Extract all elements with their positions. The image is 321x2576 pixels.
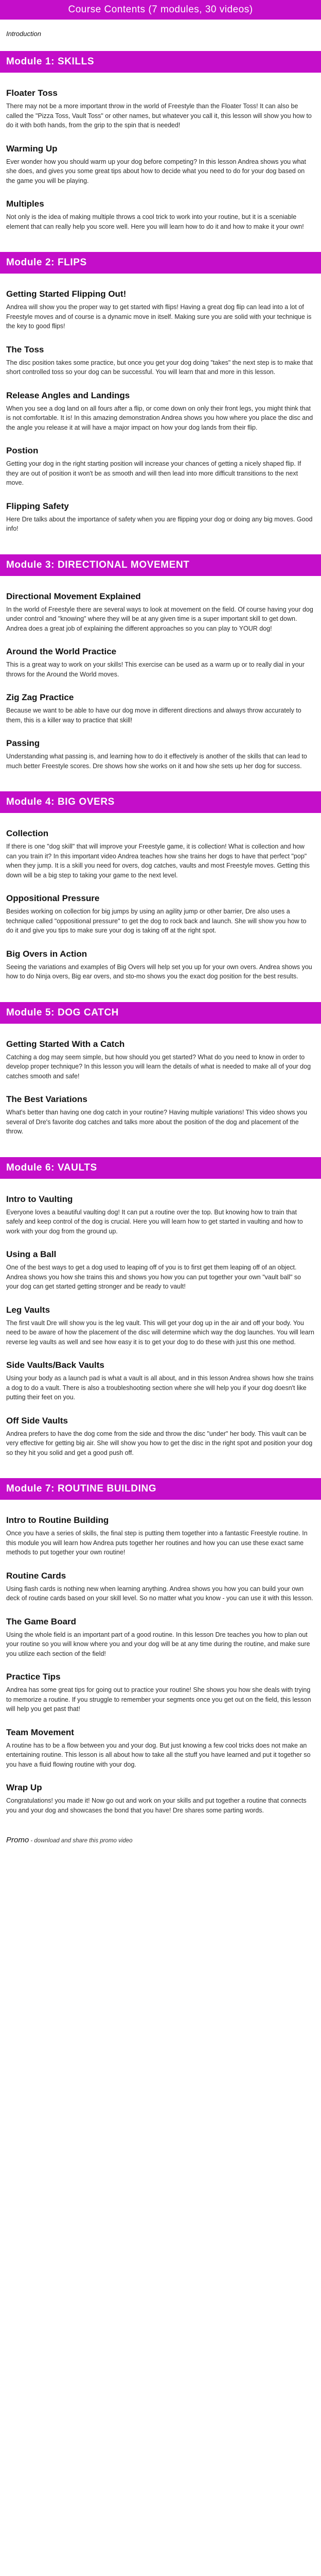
lesson-description: Andrea will show you the proper way to get started with flips! Having a great dog flip can lead into a lot of Freestyle moves and of course is a dynamic move in itself. Making sure you are solid with your technique is the key to good flips!: [6, 303, 312, 330]
module-title: Module 5: DOG CATCH: [0, 1002, 321, 1024]
lesson-title: The Toss: [6, 344, 44, 354]
lesson-description: Using the whole field is an important part of a good routine. In this lesson Dre teaches you how to plan out your routine so you will know where you and your dog will be at any time during the routine, and make sure you utilize each section of the field!: [6, 1631, 310, 1657]
lesson-item: [0, 692, 321, 725]
lesson-title: Postion: [6, 446, 39, 455]
lesson-item: [0, 1571, 321, 1603]
lesson-title: Big Overs in Action: [6, 948, 87, 959]
lesson-description: Andrea has some great tips for going out to practice your routine! She shows you how she deals with trying to memorize a routine. If you struggle to remember your segments once you get out on the field, this lesson will help you get past that!: [6, 1686, 311, 1713]
lesson-title: Side Vaults/Back Vaults: [6, 1360, 104, 1370]
lesson-description: Seeing the variations and examples of Big Overs will help set you up for your own overs. Andrea shows you how to do Ninja overs, Big ear overs, and sto-mo shows you the exact dog position for the best results.: [6, 963, 312, 980]
lesson-title: Collection: [6, 828, 49, 838]
lesson-title: Wrap Up: [6, 1783, 42, 1792]
lesson-title: Team Movement: [6, 1727, 74, 1737]
lesson-title: The Best Variations: [6, 1094, 87, 1104]
module-section: [0, 1157, 321, 1458]
lesson-title: Around the World Practice: [6, 647, 117, 656]
lesson-description: This is a great way to work on your skills! This exercise can be used as a warm up or to really dial in your throws for the Around the World moves.: [6, 661, 305, 678]
modules-list: [0, 51, 321, 1815]
lesson-title: Directional Movement Explained: [6, 591, 141, 601]
lesson-title: The Game Board: [6, 1616, 77, 1626]
lesson-item: [0, 1672, 321, 1714]
lesson-item: [0, 1416, 321, 1458]
lesson-item: [0, 88, 321, 130]
lesson-item: [0, 391, 321, 433]
lesson-title: Passing: [6, 738, 40, 748]
lesson-item: [0, 199, 321, 231]
lesson-item: [0, 289, 321, 331]
module-section: [0, 252, 321, 534]
module-title: Module 4: BIG OVERS: [0, 791, 321, 813]
module-section: [0, 51, 321, 231]
lesson-description: Using flash cards is nothing new when learning anything. Andrea shows you how you can build your own deck of routine cards based on your skill level. So no matter what you know - you can use it with this lesson.: [6, 1585, 313, 1602]
module-title: Module 2: FLIPS: [0, 252, 321, 274]
lesson-description: In the world of Freestyle there are several ways to look at movement on the field. Of course having your dog under control and "knowing" where they will be at any given time is a super important skill to get down. Andrea does a great job of explaining the different approaches so you can play to YOUR dog!: [6, 605, 313, 632]
lesson-description: Not only is the idea of making multiple throws a cool trick to work into your routine, but it is a sceniable element that can really help you score well. Here you will learn how to do it and how to make it your own!: [6, 213, 304, 230]
lesson-description: One of the best ways to get a dog used to leaping off of you is to first get them leaping off of an object. Andrea shows you how she trains this and shows you how you can put together your own "vault ball" so your dog can get started getting stronger and be ready to vault!: [6, 1264, 301, 1290]
lesson-item: [0, 1360, 321, 1402]
lesson-description: A routine has to be a flow between you and your dog. But just knowing a few cool tricks does not make an entertaining routine. This lesson is all about how to take all the stuff you have learned and put it together so you have a fluid flowing routine with your dog.: [6, 1741, 311, 1768]
lesson-title: Leg Vaults: [6, 1304, 50, 1315]
lesson-description: Getting your dog in the right starting position will increase your chances of getting a nicely shaped flip. If they are out of position it won't be as smooth and will then lead into more difficult transitions to the next move.: [6, 460, 301, 486]
lesson-description: The first vault Dre will show you is the leg vault. This will get your dog up in the air and off your body. You need to be aware of how the placement of the disc will determine which way the dog launches. You will learn reverse leg vaults as well and see how easy it is to get your dog to do these with just this one method.: [6, 1319, 314, 1346]
lesson-description: Once you have a series of skills, the final step is putting them together into a fantastic Freestyle routine. In this module you will learn how Andrea puts together her routines and how you can use these exact same methods to put together your own routine!: [6, 1530, 308, 1556]
lesson-item: [0, 1305, 321, 1347]
lesson-item: [0, 345, 321, 377]
lesson-item: [0, 1194, 321, 1236]
lesson-description: Everyone loves a beautiful vaulting dog! It can put a routine over the top. But knowing how to train that safely and keep control of the dog is crucial. Here you will learn how to get started in vaulting and how to work with your dog from the ground up.: [6, 1208, 303, 1235]
lesson-item: [0, 1727, 321, 1770]
lesson-description: If there is one "dog skill" that will improve your Freestyle game, it is collection! What is collection and how can you train it? In this important video Andrea teaches how she trains her dogs to have that perfect "pop" when they jump. It is a skill you need for overs, dog catches, vaults and most Freestyle moves. Getting this down will be a big step to taking your game to the next level.: [6, 843, 310, 879]
module-section: [0, 791, 321, 981]
promo-section: [0, 1836, 321, 1844]
promo-note: - download and share this promo video: [29, 1838, 133, 1844]
lesson-item: [0, 591, 321, 634]
lesson-title: Intro to Routine Building: [6, 1515, 109, 1525]
lesson-description: Here Dre talks about the importance of safety when you are flipping your dog or doing any big moves. Good info!: [6, 515, 313, 532]
lesson-title: Getting Started Flipping Out!: [6, 289, 127, 299]
lesson-title: Zig Zag Practice: [6, 692, 74, 702]
module-section: [0, 1478, 321, 1815]
lesson-title: Off Side Vaults: [6, 1415, 68, 1426]
lesson-item: [0, 949, 321, 981]
lesson-title: Release Angles and Landings: [6, 390, 130, 400]
lesson-title: Routine Cards: [6, 1570, 66, 1581]
lesson-description: Congratulations! you made it! Now go out and work on your skills and put together a routine that connects you and your dog and showcases the bond that you have! Dre shares some parting words.: [6, 1797, 307, 1814]
lesson-item: [0, 1617, 321, 1659]
lesson-item: [0, 1783, 321, 1815]
lesson-item: [0, 1249, 321, 1292]
lesson-description: Ever wonder how you should warm up your dog before competing? In this lesson Andrea shows you what she does, and gives you some great tips about how to decide what you need to do for your dog based on the game you will be playing.: [6, 158, 306, 184]
lesson-item: [0, 828, 321, 880]
lesson-description: Besides working on collection for big jumps by using an agility jump or other barrier, Dre also uses a technique called "oppositional pressure" to get the dog to rock back and launch. She will show you how to do it and give you tips to make sure your dog is taking off at the right spot.: [6, 908, 307, 934]
lesson-item: [0, 1515, 321, 1557]
module-title: Module 7: ROUTINE BUILDING: [0, 1478, 321, 1500]
lesson-description: Understanding what passing is, and learning how to do it effectively is another of the skills that can lead to much better Freestyle scores. Dre shows how she works on it and how she sets up her dog for success.: [6, 753, 307, 770]
lesson-description: What's better than having one dog catch in your routine? Having multiple variations! This video shows you several of Dre's favorite dog catches and talks more about the position of the dog and placement of the throw.: [6, 1109, 308, 1135]
module-section: [0, 1002, 321, 1137]
lesson-description: When you see a dog land on all fours after a flip, or come down on only their front legs, you might think that is not comfortable. It is! In this amazing demonstration Andrea shows you how where you place the disc and the angle you release it at will have a major impact on how your dog lands from their flip.: [6, 404, 313, 431]
module-title: Module 6: VAULTS: [0, 1157, 321, 1179]
lesson-item: [0, 144, 321, 186]
module-title: Module 3: DIRECTIONAL MOVEMENT: [0, 554, 321, 576]
lesson-title: Flipping Safety: [6, 501, 69, 511]
lesson-title: Multiples: [6, 199, 44, 209]
module-section: [0, 554, 321, 771]
lesson-title: Practice Tips: [6, 1672, 61, 1682]
lesson-title: Getting Started With a Catch: [6, 1039, 125, 1049]
lesson-item: [0, 647, 321, 679]
lesson-description: Catching a dog may seem simple, but how should you get started? What do you need to know in order to develop proper technique? In this lesson you will learn the details of what is needed to make all of your dog catches smooth and safe!: [6, 1053, 311, 1080]
lesson-item: [0, 446, 321, 488]
lesson-description: There may not be a more important throw in the world of Freestyle than the Floater Toss! It can also be called the "Pizza Toss, Vault Toss" or other names, but whatever you call it, this lesson will show you how to do it with both hands, from the grip to the spin that is needed!: [6, 103, 312, 129]
lesson-item: [0, 893, 321, 936]
lesson-description: Using your body as a launch pad is what a vault is all about, and in this lesson Andrea shows how she trains a dog to do a vault. There is also a troubleshooting section where she will help you if your dog doesn't like putting their feet on you.: [6, 1375, 314, 1401]
lesson-description: Andrea prefers to have the dog come from the side and throw the disc "under" her body. This vault can be very effective for getting big air. She will show you how to get the disc in the right spot and position your dog so they hit you solid and get a good push off.: [6, 1430, 313, 1456]
lesson-title: Floater Toss: [6, 88, 58, 98]
lesson-item: [0, 501, 321, 534]
module-title: Module 1: SKILLS: [0, 51, 321, 73]
promo-link[interactable]: Promo: [6, 1836, 29, 1844]
course-title: Course Contents (7 modules, 30 videos): [0, 0, 321, 20]
lesson-title: Oppositional Pressure: [6, 893, 100, 903]
lesson-title: Intro to Vaulting: [6, 1194, 73, 1204]
lesson-title: Warming Up: [6, 143, 58, 154]
lesson-description: Because we want to be able to have our dog move in different directions and always throw accurately to them, this is a killer way to practice that skill!: [6, 707, 301, 724]
lesson-title: Using a Ball: [6, 1249, 57, 1259]
lesson-item: [0, 1094, 321, 1137]
introduction-link[interactable]: Introduction: [6, 30, 41, 38]
lesson-item: [0, 1039, 321, 1081]
lesson-item: [0, 738, 321, 771]
lesson-description: The disc position takes some practice, but once you get your dog doing "takes" the next step is to make that short controlled toss so your dog can be successful. You will learn that and more in this lesson.: [6, 359, 313, 376]
